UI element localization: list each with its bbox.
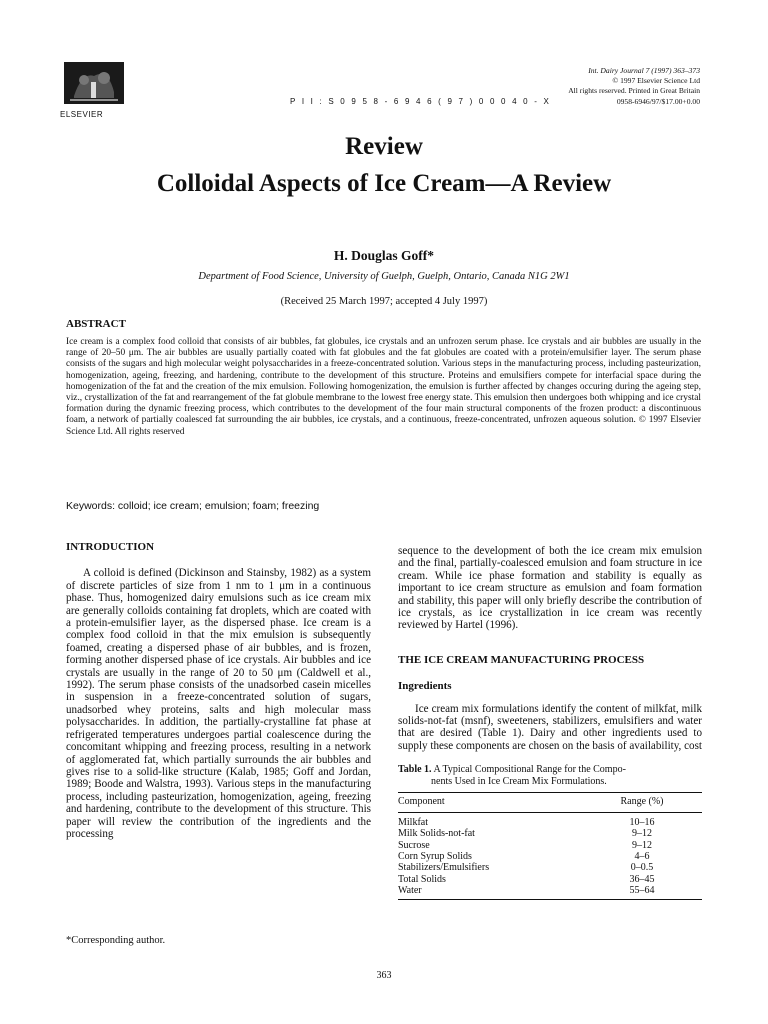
table-caption	[398, 764, 702, 788]
ingredients-subheading: Ingredients	[398, 680, 452, 693]
table-cell-range: 9–12	[632, 828, 652, 840]
introduction-continuation: sequence to the development of both the ice cream mix emulsion and the final, partially-coalesced emulsion and foam structure in ice cream. While ice phase formation and stability is equally as important to ice cream structure as emulsion and foam formation and stability, this paper will only briefly describe the contribution of ice crystals, as ice crystallization in ice cream was recently reviewed by Hartel (1996).	[398, 545, 702, 632]
journal-line: Int. Dairy Journal 7 (1997) 363–373	[588, 66, 700, 75]
table-cell-range: 9–12	[632, 839, 652, 851]
table-caption-text: A Typical Compositional Range for the Compo-	[433, 764, 626, 776]
table-row	[398, 812, 702, 828]
right-column	[398, 545, 702, 900]
table-cell-range: 36–45	[629, 873, 655, 885]
pii-code: P I I : S 0 9 5 8 - 6 9 4 6 ( 9 7 ) 0 0 0 4 0 - X	[290, 97, 552, 106]
table-caption-text-cont: nents Used in Ice Cream Mix Formulations.	[431, 776, 607, 788]
left-column	[66, 541, 371, 840]
publication-info	[568, 66, 700, 107]
table-header-component: Component	[398, 793, 582, 812]
table-cell-component: Water	[398, 885, 582, 899]
ingredients-paragraph: Ice cream mix formulations identify the content of milkfat, milk solids-not-fat (msnf), sweeteners, stabilizers, emulsifiers and water that are desired (Table 1). Dairy and other ingredients used to supply these components are chosen on the basis of availability, cost	[398, 702, 702, 752]
rights-line: All rights reserved. Printed in Great Britain	[568, 86, 700, 96]
table-row	[398, 851, 702, 862]
table-cell-range: 4–6	[634, 850, 650, 862]
table-cell-component: Milkfat	[398, 816, 428, 828]
table-cell-component: Milk Solids-not-fat	[398, 828, 475, 840]
composition-table	[398, 792, 702, 899]
introduction-heading: INTRODUCTION	[66, 541, 155, 553]
manufacturing-process-heading: THE ICE CREAM MANUFACTURING PROCESS	[398, 653, 645, 666]
table-caption-label: Table 1.	[398, 764, 432, 776]
table-cell-component: Stabilizers/Emulsifiers	[398, 862, 490, 874]
table-cell-component: Sucrose	[398, 839, 430, 851]
table-row	[398, 862, 702, 873]
table-cell-component: Total Solids	[398, 873, 446, 885]
article-type-label: Review	[345, 133, 423, 160]
table-row	[398, 828, 702, 839]
introduction-paragraph: A colloid is defined (Dickinson and Stainsby, 1982) as a system of discrete particles of size from 1 nm to 1 μm in a continuous phase. Thus, homogenized dairy emulsions such as ice cream mix are generally colloids containing fat droplets, which are coated with a protein-emulsifier layer, as the dispersed phase. Ice cream is a complex food colloid in that the mix emulsion is subsequently foamed, creating a dispersed phase of air bubbles, and is frozen, forming another dispersed phase of ice crystals. Air bubbles and ice crystals are usually in the range of 20 to 50 μm (Caldwell et al., 1992). The serum phase consists of the unadsorbed casein micelles in suspension in a freeze-concentrated solution of sugars, unadsorbed whey proteins, salts and high molecular mass polysaccharides. In addition, the partially-crystalline fat phase at refrigerated temperatures undergoes partial coalescence during the concomitant whipping and freezing process, resulting in a network of agglomerated fat, which partially surrounds the air bubbles and gives rise to a solid-like structure (Kalab, 1985; Goff and Jordan, 1989; Boode and Walstra, 1993). Various steps in the manufacturing process, including pasteurization, homogenization, ageing, freezing and hardening, contribute to the development of this structure. This paper will review the contribution of the ingredients and the processing	[66, 567, 371, 840]
table-row	[398, 840, 702, 851]
corresponding-author-footnote: *Corresponding author.	[66, 935, 166, 946]
issn-line: 0958-6946/97/$17.00+0.00	[616, 96, 700, 106]
abstract-heading: ABSTRACT	[66, 318, 126, 330]
abstract-text: Ice cream is a complex food colloid that consists of air bubbles, fat globules, ice crystals and an unfrozen serum phase. Ice crystals and air bubbles are usually in the range of 20–50 μm. The air bubbles are usually partially coated with fat globules and the fat globules are coated with a protein/emulsifier layer. The serum phase consists of the sugars and high molecular weight polysaccharides in a freeze-concentrated solution. Various steps in the manufacturing process, including pasteurization, homogenization, ageing, freezing, and hardening, contribute to the development of this structure. Proteins and emulsifiers compete for interfacial space during the homogenization of the fat and the creation of the mix emulsion. Following homogenization, the emulsion is further affected by changes occuring during the ageing step, viz., crystallization of the fat and rearrangement of the fat globule membrane to the lowest free energy state. This emulsion then undergoes both whipping and ice crystal formation during the dynamic freezing process, which contributes to the development of the four main structural components of the frozen product: a discontinuous foam, a network of partially coalesced fat surrounding the air bubbles, ice crystals, and a continuous, freeze-concentrated, unfrozen aqueous solution. © 1997 Elsevier Science Ltd. All rights reserved	[66, 337, 701, 437]
publisher-logo	[60, 62, 130, 119]
publisher-name: ELSEVIER	[60, 110, 104, 119]
table-header-range: Range (%)	[582, 793, 702, 812]
keywords: Keywords: colloid; ice cream; emulsion; foam; freezing	[66, 500, 320, 512]
author-affiliation: Department of Food Science, University of Guelph, Guelph, Ontario, Canada N1G 2W1	[198, 271, 570, 282]
table-cell-range: 0–0.5	[630, 862, 654, 874]
copyright-line: © 1997 Elsevier Science Ltd	[612, 76, 700, 86]
article-title: Colloidal Aspects of Ice Cream—A Review	[156, 170, 612, 197]
table-row	[398, 874, 702, 885]
table-cell-component: Corn Syrup Solids	[398, 850, 472, 862]
table-cell-range: 55–64	[582, 885, 702, 899]
page-number: 363	[376, 970, 392, 981]
elsevier-tree-logo-icon	[64, 62, 124, 104]
received-dates: (Received 25 March 1997; accepted 4 July 1997)	[280, 296, 488, 307]
table-cell-range: 10–16	[629, 816, 655, 828]
table-row	[398, 885, 702, 899]
author-name: H. Douglas Goff*	[333, 248, 435, 263]
